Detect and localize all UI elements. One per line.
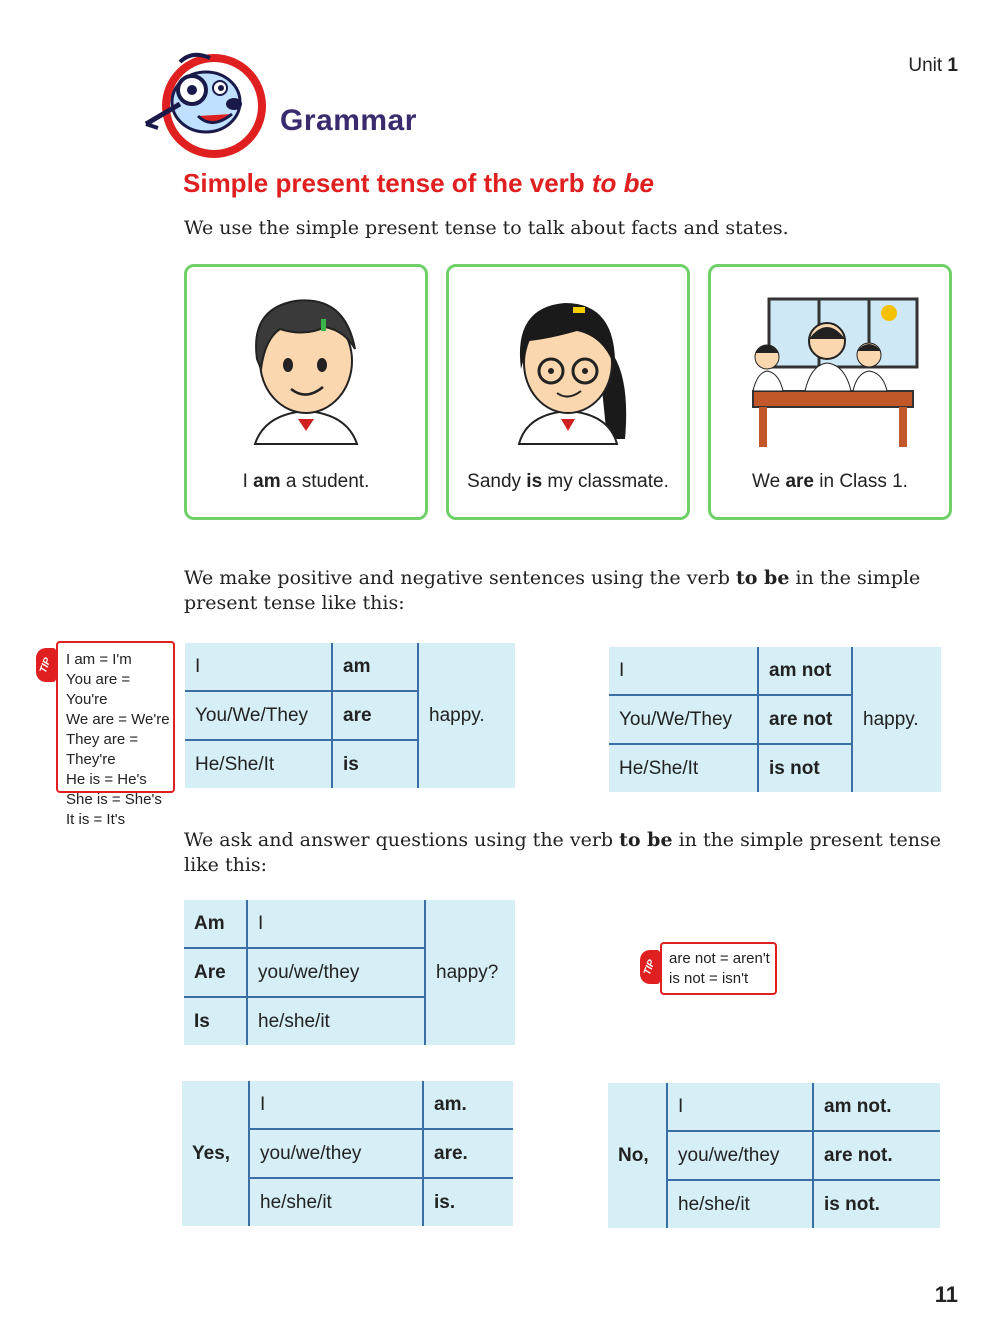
verb-cell: am not <box>758 647 852 695</box>
question-table <box>184 900 515 1045</box>
subject-cell: I <box>609 647 758 695</box>
classroom-illustration-icon <box>719 279 941 459</box>
complement-cell: happy? <box>436 961 499 983</box>
paragraph-questions: We ask and answer questions using the verb to be in the simple present tense like this: <box>184 829 941 876</box>
subject-cell: you/we/they <box>249 1129 423 1178</box>
card-student <box>184 264 428 520</box>
verb-cell: are. <box>423 1129 513 1178</box>
verb-cell: are not <box>758 695 852 744</box>
subject-cell: He/She/It <box>609 744 758 792</box>
card-classmate <box>446 264 690 520</box>
subject-cell: he/she/it <box>249 1178 423 1226</box>
tip-contractions <box>56 641 175 828</box>
tip-line: They are = They're <box>66 731 139 768</box>
subject-cell: He/She/It <box>185 740 332 788</box>
page-number: 11 <box>934 1282 958 1307</box>
boy-illustration-icon <box>195 279 417 459</box>
verb-cell: am not. <box>813 1083 940 1131</box>
verb-cell: am. <box>423 1081 513 1129</box>
subject-cell: You/We/They <box>185 691 332 740</box>
complement-cell: happy. <box>429 704 485 726</box>
verb-cell: is. <box>434 1191 456 1213</box>
unit-label: Unit 1 <box>908 55 958 76</box>
paragraph-positive-negative: We make positive and negative sentences using the verb to be in the simple present tense like this: <box>184 567 921 614</box>
tip-line: I am = I'm <box>66 651 132 668</box>
girl-illustration-icon <box>457 279 679 459</box>
complement-cell: happy. <box>863 708 919 730</box>
verb-cell: is <box>332 740 418 788</box>
tip-badge-icon: TIP <box>640 950 660 984</box>
subject-cell: I <box>667 1083 813 1131</box>
yes-answer-table <box>182 1081 513 1226</box>
positive-table <box>185 643 515 788</box>
tip-line: are not = aren't <box>669 950 770 967</box>
card-caption: We are in Class 1. <box>752 471 908 492</box>
negative-table <box>609 647 941 792</box>
tip-negative-contractions <box>660 942 777 995</box>
answer-lead-cell: No, <box>608 1083 667 1228</box>
tip-line: is not = isn't <box>669 970 749 987</box>
section-title: Grammar <box>280 104 417 137</box>
subject-cell: I <box>249 1081 423 1129</box>
grammar-logo-icon <box>140 48 270 160</box>
subject-cell: I <box>247 900 425 948</box>
verb-cell: is not <box>758 744 852 792</box>
intro-paragraph: We use the simple present tense to talk about facts and states. <box>184 217 789 239</box>
subject-cell: I <box>185 643 332 691</box>
subject-cell: he/she/it <box>247 997 425 1045</box>
subject-cell: you/we/they <box>667 1131 813 1180</box>
verb-cell: are not. <box>813 1131 940 1180</box>
tip-line: We are = We're <box>66 711 170 728</box>
tip-line: It is = It's <box>66 811 126 828</box>
tip-badge-icon: TIP <box>36 648 56 682</box>
card-caption: I am a student. <box>242 471 370 492</box>
verb-cell: are <box>332 691 418 740</box>
verb-cell: Am <box>184 900 247 948</box>
no-answer-table <box>608 1083 940 1228</box>
card-caption: Sandy is my classmate. <box>467 471 669 492</box>
tip-line: He is = He's <box>66 771 147 788</box>
subject-cell: he/she/it <box>667 1180 813 1228</box>
verb-cell: am <box>332 643 418 691</box>
verb-cell: is not. <box>824 1193 880 1215</box>
card-class <box>708 264 952 520</box>
verb-cell: Are <box>184 948 247 997</box>
subject-cell: you/we/they <box>247 948 425 997</box>
tip-line: She is = She's <box>66 791 162 808</box>
subject-cell: You/We/They <box>609 695 758 744</box>
answer-lead-cell: Yes, <box>182 1081 249 1226</box>
tip-line: You are = You're <box>66 671 131 708</box>
verb-cell: Is <box>184 997 247 1045</box>
page-heading: Simple present tense of the verb to be <box>183 168 654 198</box>
